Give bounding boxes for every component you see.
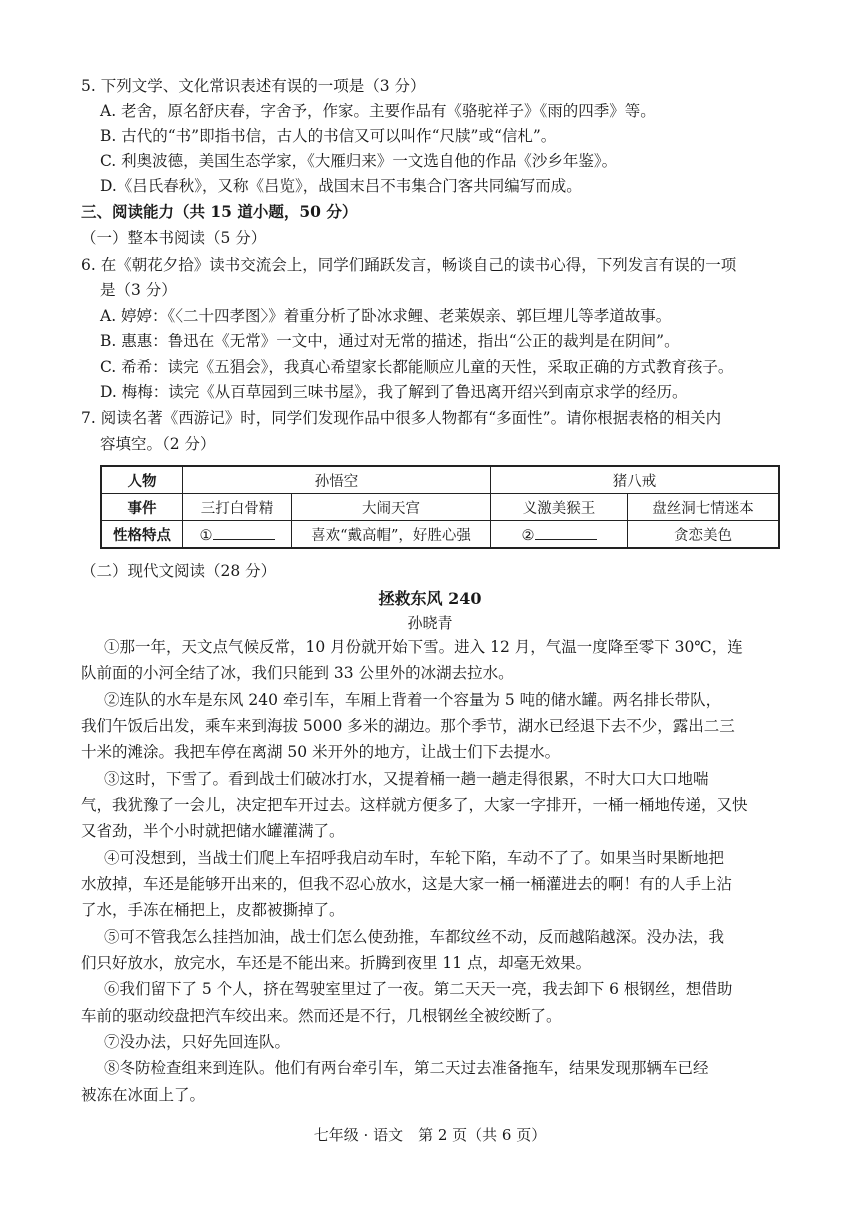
table-event-2: 大闹天宫 — [292, 494, 491, 521]
table-trait-4: 贪恋美色 — [628, 521, 780, 549]
article-line: ②连队的水车是东风 240 牵引车，车厢上背着一个容量为 5 吨的储水罐。两名排长带队， — [104, 691, 722, 709]
part1-heading: （一）整本书阅读（5 分） — [81, 229, 267, 247]
answer-blank-2[interactable] — [535, 524, 597, 540]
table-event-3: 义激美猴王 — [491, 494, 628, 521]
q5-option-b: B. 古代的“书”即指书信，古人的书信又可以叫作“尺牍”或“信札”。 — [100, 127, 557, 145]
q5-option-d: D.《吕氏春秋》，又称《吕览》，战国末吕不韦集合门客共同编写而成。 — [100, 177, 582, 195]
article-line: 了水，手冻在桶把上，皮都被撕掉了。 — [81, 901, 345, 919]
article-line: 气，我犹豫了一会儿，决定把车开过去。这样就方便多了，大家一字排开，一桶一桶地传递，又快 — [81, 796, 748, 814]
article-line: 们只好放水，放完水，车还是不能出来。折腾到夜里 11 点，却毫无效果。 — [81, 954, 592, 972]
article-line: 水放掉，车还是能够开出来的，但我不忍心放水，这是大家一桶一桶灌进去的啊！有的人手上沾 — [81, 875, 733, 893]
article-line: 又省劲，半个小时就把储水罐灌满了。 — [81, 822, 345, 840]
table-event-1: 三打白骨精 — [183, 494, 292, 521]
article-line: ③这时，下雪了。看到战士们破冰打水，又提着桶一趟一趟走得很累，不时大口大口地喘 — [104, 770, 709, 788]
table-event-4: 盘丝洞七情迷本 — [628, 494, 780, 521]
table-header-person: 人物 — [101, 466, 183, 494]
blank-marker-1: ① — [199, 528, 213, 544]
article-author: 孙晓青 — [407, 614, 453, 632]
section3-heading: 三、阅读能力（共 15 道小题，50 分） — [81, 202, 358, 221]
table-person-zhubajie: 猪八戒 — [491, 466, 780, 494]
page-footer: 七年级 · 语文 第 2 页（共 6 页） — [313, 1126, 547, 1144]
answer-blank-1[interactable] — [213, 524, 275, 540]
article-line: ⑦没办法，只好先回连队。 — [104, 1033, 291, 1051]
table-trait-2: 喜欢“戴高帽”，好胜心强 — [292, 521, 491, 549]
table-person-sunwukong: 孙悟空 — [183, 466, 491, 494]
q7-stem-line2: 容填空。（2 分） — [100, 435, 216, 453]
article-line: 十米的滩涂。我把车停在离湖 50 米开外的地方，让战士们下去提水。 — [81, 743, 561, 761]
article-title: 拯救东风 240 — [378, 589, 482, 608]
q7-stem-line1: 7. 阅读名著《西游记》时，同学们发现作品中很多人物都有“多面性”。请你根据表格的相关内 — [81, 409, 722, 427]
table-header-trait: 性格特点 — [101, 521, 183, 549]
q6-stem-line2: 是（3 分） — [100, 281, 177, 299]
article-line: ⑤可不管我怎么挂挡加油，战士们怎么使劲推，车都纹丝不动，反而越陷越深。没办法，我 — [104, 928, 725, 946]
article-line: ⑥我们留下了 5 个人，挤在驾驶室里过了一夜。第二天天一亮，我去卸下 6 根钢丝，想借助 — [104, 980, 733, 998]
table-header-event: 事件 — [101, 494, 183, 521]
q6-option-c: C. 希希：读完《五猖会》，我真心希望家长都能顺应儿童的天性，采取正确的方式教育孩子。 — [100, 358, 734, 376]
article-line: 我们午饭后出发，乘车来到海拔 5000 多米的湖边。那个季节，湖水已经退下去不少，露出二三 — [81, 717, 735, 735]
article-line: 被冻在冰面上了。 — [81, 1086, 206, 1104]
q6-stem-line1: 6. 在《朝花夕拾》读书交流会上，同学们踊跃发言，畅谈自己的读书心得，下列发言有误的一项 — [81, 256, 737, 274]
article-line: ④可没想到，当战士们爬上车招呼我启动车时，车轮下陷，车动不了了。如果当时果断地把 — [104, 849, 725, 867]
character-table — [100, 465, 780, 549]
article-line: ⑧冬防检查组来到连队。他们有两台牵引车，第二天过去准备拖车，结果发现那辆车已经 — [104, 1059, 709, 1077]
q5-stem: 5. 下列文学、文化常识表述有误的一项是（3 分） — [81, 77, 426, 95]
q5-option-c: C. 利奥波德，美国生态学家，《大雁归来》一文选自他的作品《沙乡年鉴》。 — [100, 152, 618, 170]
article-line: 队前面的小河全结了冰，我们只能到 33 公里外的冰湖去拉水。 — [81, 664, 514, 682]
table-trait-1-blank[interactable] — [183, 521, 292, 549]
q5-option-a: A. 老舍，原名舒庆春，字舍予，作家。主要作品有《骆驼祥子》《雨的四季》等。 — [100, 102, 656, 120]
q6-option-d: D. 梅梅：读完《从百草园到三味书屋》，我了解到了鲁迅离开绍兴到南京求学的经历。 — [100, 383, 688, 401]
table-trait-3-blank[interactable] — [491, 521, 628, 549]
q6-option-b: B. 惠惠：鲁迅在《无常》一文中，通过对无常的描述，指出“公正的裁判是在阴间”。 — [100, 332, 680, 350]
article-line: ①那一年，天文点气候反常，10 月份就开始下雪。进入 12 月，气温一度降至零下 30℃，连 — [104, 638, 743, 656]
article-line: 车前的驱动绞盘把汽车绞出来。然而还是不行，几根钢丝全被绞断了。 — [81, 1007, 562, 1025]
q6-option-a: A. 婷婷：《〈二十四孝图〉》着重分析了卧冰求鲤、老莱娱亲、郭巨埋儿等孝道故事。 — [100, 307, 672, 325]
blank-marker-2: ② — [521, 528, 535, 544]
part2-heading: （二）现代文阅读（28 分） — [81, 562, 277, 580]
